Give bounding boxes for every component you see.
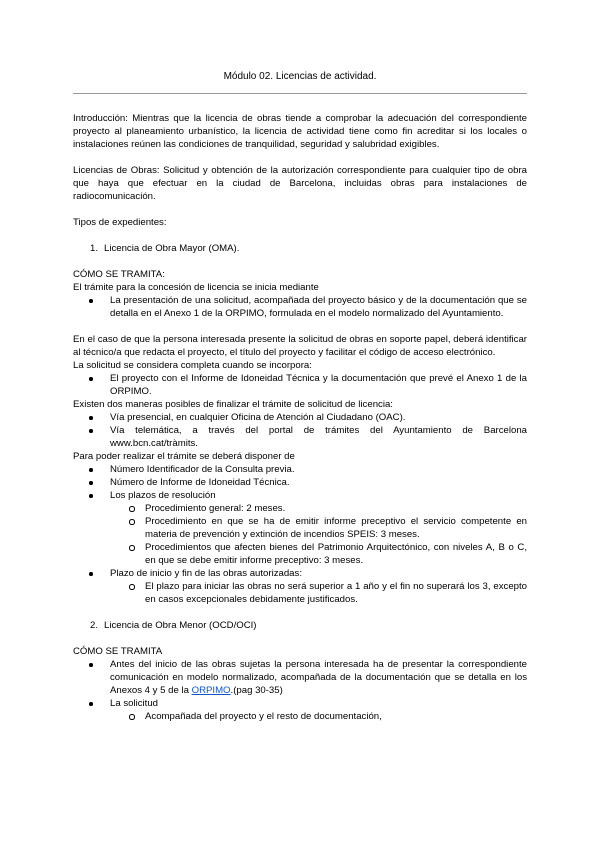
list-item: Acompañada del proyecto y el resto de documentación, <box>73 710 527 723</box>
list-item: Procedimiento general: 2 meses. <box>73 502 527 515</box>
list-item: Procedimiento en que se ha de emitir informe preceptivo el servicio competente en materia de prevención y extinción de incendios SPEIS: 3 meses. <box>73 515 527 541</box>
oma-heading <box>73 242 527 255</box>
oma-completa-list <box>73 372 527 398</box>
oma-maneras: Existen dos maneras posibles de finalizar el trámite de solicitud de licencia: <box>73 399 393 410</box>
list-item: Número de Informe de Idoneidad Técnica. <box>73 476 527 489</box>
oma-number: 1. <box>90 243 99 254</box>
list-item: Antes del inicio de las obras sujetas la persona interesada ha de presentar la correspondiente comunicación en modelo normalizado, acompañada de la documentación que se detalla en los Anexos 4 y 5 de la ORPIMO.(pag 30-35) <box>73 658 527 697</box>
oma-plazo-sublist <box>73 580 527 606</box>
list-item: La presentación de una solicitud, acompañada del proyecto básico y de la documentación que se detalla en el Anexo 1 de la ORPIMO, formulada en el modelo normalizado del Ayuntamiento. <box>73 294 527 320</box>
oma-como-heading: CÓMO SE TRAMITA: <box>73 269 165 280</box>
ocd-list <box>73 658 527 710</box>
circle-bullet-icon <box>129 506 135 512</box>
list-item: Vía presencial, en cualquier Oficina de Atención al Ciudadano (OAC). <box>73 411 527 424</box>
bullet-icon <box>89 481 93 485</box>
bullet-icon <box>89 702 93 706</box>
bullet-icon <box>89 663 93 667</box>
ocd-heading-text: Licencia de Obra Menor (OCD/OCI) <box>104 620 257 631</box>
ocd-number: 2. <box>90 620 99 631</box>
oma-maneras-list <box>73 411 527 450</box>
circle-bullet-icon <box>129 545 135 551</box>
list-item: El plazo para iniciar las obras no será superior a 1 año y el fin no superará los 3, excepto en casos excepcionales debidamente justificados. <box>73 580 527 606</box>
list-item: Vía telemática, a través del portal de trámites del Ayuntamiento de Barcelona www.bcn.cat/tràmits. <box>73 424 527 450</box>
bullet-icon <box>89 416 93 420</box>
oma-papel-paragraph: En el caso de que la persona interesada presente la solicitud de obras en soporte papel, deberá identificar al técnico/a que redacta el proyecto, el título del proyecto y facilitar el código de acceso electrónico. <box>73 334 527 358</box>
oma-tramite-intro: El trámite para la concesión de licencia se inicia mediante <box>73 282 319 293</box>
tipos-heading: Tipos de expedientes: <box>73 217 167 228</box>
document-body <box>73 112 527 723</box>
list-item: La solicitud <box>73 697 527 710</box>
oma-disponer-list <box>73 463 527 502</box>
bullet-icon <box>89 299 93 303</box>
bullet-icon <box>89 429 93 433</box>
oma-heading-text: Licencia de Obra Mayor (OMA). <box>104 243 240 254</box>
oma-completa: La solicitud se considera completa cuando se incorpora: <box>73 360 312 371</box>
list-item: El proyecto con el Informe de Idoneidad Técnica y la documentación que prevé el Anexo 1 de la ORPIMO. <box>73 372 527 398</box>
bullet-icon <box>89 377 93 381</box>
list-item: Los plazos de resolución <box>73 489 527 502</box>
bullet-icon <box>89 468 93 472</box>
circle-bullet-icon <box>129 519 135 525</box>
circle-bullet-icon <box>129 584 135 590</box>
list-item: Número Identificador de la Consulta previa. <box>73 463 527 476</box>
intro-paragraph: Introducción: Mientras que la licencia de obras tiende a comprobar la adecuación del correspondiente proyecto al planeamiento urbanístico, la licencia de actividad tiene como fin acreditar si los locales o instalaciones reúnen las condiciones de tranquilidad, seguridad y salubridad exigibles. <box>73 113 527 150</box>
oma-disponer: Para poder realizar el trámite se deberá disponer de <box>73 451 295 462</box>
list-item: Plazo de inicio y fin de las obras autorizadas: <box>73 567 527 580</box>
document-title: Módulo 02. Licencias de actividad. <box>223 71 377 82</box>
list-item: Procedimientos que afecten bienes del Patrimonio Arquitectónico, con niveles A, B o C, en que se debe emitir informe preceptivo: 3 meses. <box>73 541 527 567</box>
bullet-icon <box>89 494 93 498</box>
title-divider <box>73 93 527 94</box>
bullet-icon <box>89 572 93 576</box>
oma-plazos-sublist <box>73 502 527 567</box>
circle-bullet-icon <box>129 714 135 720</box>
ocd-heading <box>73 619 527 632</box>
oma-plazo-obras-list <box>73 567 527 580</box>
orpimo-link[interactable]: ORPIMO <box>191 685 231 696</box>
licencias-obras-paragraph: Licencias de Obras: Solicitud y obtención de la autorización correspondiente para cualquier tipo de obra que haya que efectuar en la ciudad de Barcelona, incluidas obras para instalaciones de radiocomunicación. <box>73 165 527 202</box>
oma-solicitud-list <box>73 294 527 320</box>
ocd-sublist <box>73 710 527 723</box>
ocd-como-heading: CÓMO SE TRAMITA <box>73 646 163 657</box>
